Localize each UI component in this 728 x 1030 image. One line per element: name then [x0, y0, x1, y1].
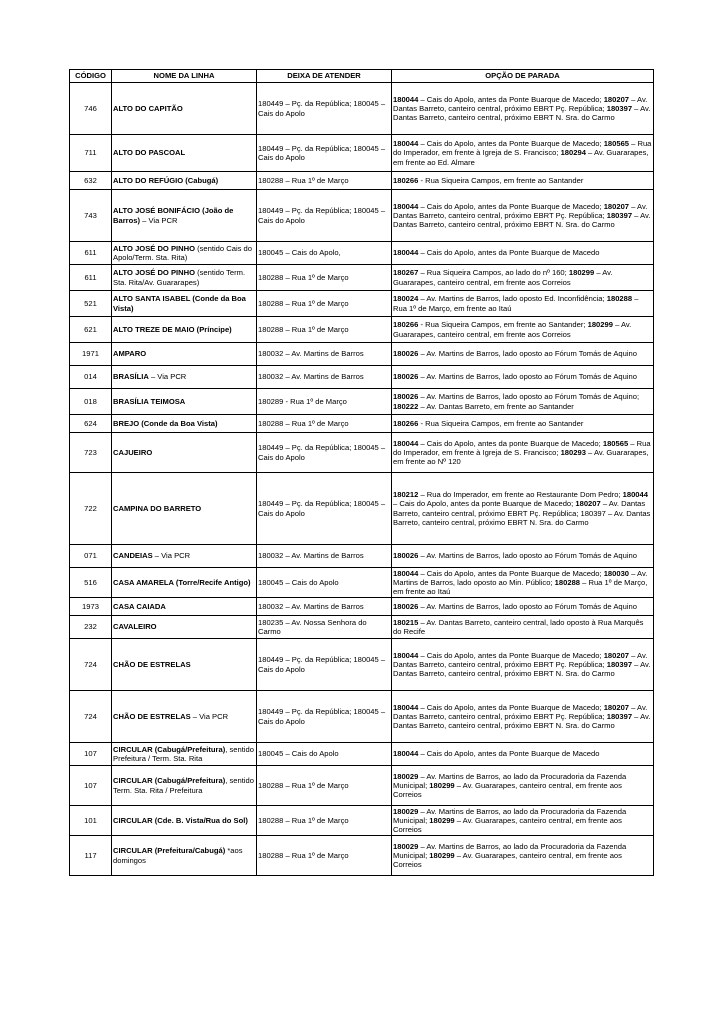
stop-option: [392, 343, 654, 366]
line-name-bold: ALTO DO REFÚGIO (Cabugá): [113, 175, 219, 185]
line-code: 743: [70, 190, 112, 242]
stop-option: [392, 265, 654, 291]
stop-description: – Cais do Apolo, antes da Ponte Buarque de Macedo: [418, 248, 600, 258]
line-name: [112, 389, 257, 415]
line-code: 117: [70, 836, 112, 876]
table-row: [70, 135, 654, 172]
stop-option: [392, 242, 654, 265]
line-code: 611: [70, 242, 112, 265]
line-name: [112, 83, 257, 135]
line-name-bold: ALTO DO PASCOAL: [113, 148, 186, 158]
stop-code: 180026: [393, 372, 419, 382]
header-code: CÓDIGO: [70, 70, 112, 83]
stop-removed: 180288 – Rua 1º de Março: [257, 806, 392, 836]
stop-description: – Av. Martins de Barros, ao lado da Procuradoria da Fazenda Municipal;: [393, 771, 627, 790]
line-code: 018: [70, 389, 112, 415]
stop-removed: 180045 – Cais do Apolo: [257, 743, 392, 766]
line-name-suffix: – Via PCR: [148, 372, 187, 382]
stop-description: – Cais do Apolo, antes da Ponte Buarque de Macedo;: [418, 568, 604, 578]
table-row: [70, 265, 654, 291]
line-name: [112, 366, 257, 389]
stop-option: [392, 836, 654, 876]
line-name: [112, 806, 257, 836]
stop-description: – Rua do Imperador, em frente ao Restaurante Dom Pedro;: [418, 490, 623, 500]
line-code: 624: [70, 415, 112, 433]
stop-description: – Rua do Imperador, em frente à Igreja de S. Francisco;: [393, 139, 652, 158]
table-row: [70, 389, 654, 415]
stop-option: [392, 639, 654, 691]
table-row: [70, 616, 654, 639]
table-row: [70, 433, 654, 473]
stop-description: – Av. Martins de Barros, lado oposto ao Fórum Tomás de Aquino: [418, 601, 637, 611]
table-row: [70, 545, 654, 568]
stop-removed: 180289 - Rua 1º de Março: [257, 389, 392, 415]
line-name: [112, 265, 257, 291]
table-row: [70, 343, 654, 366]
line-name: [112, 598, 257, 616]
stop-description: – Av. Martins de Barros, lado oposto ao Fórum Tomás de Aquino: [418, 349, 637, 359]
stop-code: 180029: [393, 771, 419, 781]
table-row: [70, 366, 654, 389]
stop-code: 180207: [603, 650, 630, 660]
stop-description: - Rua Siqueira Campos, em frente ao Santander: [418, 418, 584, 428]
line-name: [112, 616, 257, 639]
stop-code: 180024: [393, 294, 419, 304]
table-row: [70, 766, 654, 806]
stop-description: – Cais do Apolo, antes da Ponte Buarque de Macedo;: [418, 201, 604, 211]
table-row: [70, 568, 654, 598]
stop-option: [392, 433, 654, 473]
line-name: [112, 473, 257, 545]
header-stop-removed: DEIXA DE ATENDER: [257, 70, 392, 83]
stop-option: [392, 190, 654, 242]
header-line-name: NOME DA LINHA: [112, 70, 257, 83]
stop-code: 180044: [393, 139, 419, 149]
stop-code: 180397: [606, 210, 633, 220]
stop-removed: 180235 – Av. Nossa Senhora do Carmo: [257, 616, 392, 639]
table-row: [70, 836, 654, 876]
stop-option: [392, 743, 654, 766]
line-name-bold: ALTO SANTA ISABEL (Conde da Boa Vista): [113, 294, 246, 313]
stop-option: [392, 545, 654, 568]
line-name-bold: BRASÍLIA TEIMOSA: [113, 396, 186, 406]
line-code: 724: [70, 691, 112, 743]
line-code: 724: [70, 639, 112, 691]
stop-code: 180026: [393, 601, 419, 611]
line-name: [112, 135, 257, 172]
stop-description: – Cais do Apolo, antes da Ponte Buarque de Macedo: [418, 749, 600, 759]
stop-description: – Av. Martins de Barros, lado oposto ao Fórum Tomás de Aquino: [418, 551, 637, 561]
stop-code: 180212: [393, 490, 419, 500]
line-name: [112, 172, 257, 190]
stop-description: – Av. Dantas Barreto, canteiro central, próximo EBRT N. Sra. do Carmo: [393, 103, 651, 123]
stop-removed: 180288 – Rua 1º de Março: [257, 766, 392, 806]
line-code: 516: [70, 568, 112, 598]
line-code: 101: [70, 806, 112, 836]
stop-code: 180266: [393, 175, 419, 185]
line-code: 746: [70, 83, 112, 135]
stop-code: 180267: [393, 268, 419, 278]
stop-code: 180044: [393, 201, 419, 211]
line-name: [112, 568, 257, 598]
stop-code: 180044: [393, 749, 419, 759]
stop-description: – Rua do Imperador, em frente à Igreja de S. Francisco;: [393, 438, 651, 457]
table-row: [70, 291, 654, 317]
stop-option: [392, 366, 654, 389]
stop-code: 180044: [622, 490, 648, 500]
stop-code: 180288: [606, 294, 633, 304]
line-name: [112, 433, 257, 473]
stop-description: – Cais do Apolo, antes da Ponte Buarque de Macedo;: [418, 94, 604, 104]
line-name: [112, 691, 257, 743]
stop-description: – Av. Martins de Barros, lado oposto ao Fórum Tomás de Aquino: [418, 372, 637, 382]
stop-option: [392, 473, 654, 545]
line-name-bold: AMPARO: [113, 349, 147, 359]
stop-code: 180299: [429, 850, 455, 860]
stop-code: 180026: [393, 349, 419, 359]
table-row: [70, 415, 654, 433]
stop-code: 180397: [606, 659, 633, 669]
stop-option: [392, 83, 654, 135]
stop-code: 180044: [393, 94, 419, 104]
stop-removed: 180045 – Cais do Apolo: [257, 568, 392, 598]
stop-description: – Rua 1º de Março, em frente ao Itaú: [393, 577, 648, 597]
stop-description: – Cais do Apolo, antes da Ponte Buarque de Macedo;: [418, 650, 604, 660]
stop-code: 180397: [606, 711, 633, 721]
stop-removed: 180449 – Pç. da República; 180045 – Cais do Apolo: [257, 190, 392, 242]
line-name-bold: CAVALEIRO: [113, 622, 157, 632]
line-name: [112, 242, 257, 265]
table-row: [70, 172, 654, 190]
stop-code: 180299: [429, 780, 455, 790]
table-row: [70, 598, 654, 616]
stop-removed: 180449 – Pç. da República; 180045 – Cais do Apolo: [257, 473, 392, 545]
line-name: [112, 639, 257, 691]
stop-removed: 180449 – Pç. da República; 180045 – Cais do Apolo: [257, 433, 392, 473]
stop-description: - Rua Siqueira Campos, em frente ao Santander: [418, 175, 584, 185]
line-code: 621: [70, 317, 112, 343]
line-name-suffix: – Via PCR: [140, 215, 178, 225]
stop-code: 180266: [393, 320, 419, 330]
stop-description: – Av. Dantas Barreto, em frente ao Santander: [418, 401, 574, 411]
stop-option: [392, 172, 654, 190]
line-name-bold: CAJUEIRO: [113, 447, 153, 457]
stop-code: 180207: [603, 94, 630, 104]
line-code: 1973: [70, 598, 112, 616]
stop-description: – Av. Dantas Barreto, canteiro central, próximo EBRT Pç. República;: [393, 650, 648, 669]
line-name-bold: CASA CAIADA: [113, 601, 166, 611]
table-row: [70, 242, 654, 265]
line-name-bold: CANDEIAS: [113, 551, 153, 561]
stop-code: 180207: [603, 702, 630, 712]
line-name: [112, 415, 257, 433]
stop-removed: 180288 – Rua 1º de Março: [257, 836, 392, 876]
stop-description: – Cais do Apolo, antes da Ponte Buarque de Macedo;: [418, 139, 604, 149]
line-name-bold: CAMPINA DO BARRETO: [113, 503, 202, 513]
stop-description: – Av. Dantas Barreto, canteiro central, próximo EBRT Pç. República; 180397 – Av. Dantas Barreto, canteiro central, próximo EBRT N. Sra. do Carmo: [393, 499, 651, 527]
stop-code: 180215: [393, 617, 419, 627]
line-name-bold: CHÃO DE ESTRELAS: [113, 711, 191, 721]
stop-option: [392, 317, 654, 343]
stop-option: [392, 415, 654, 433]
stop-code: 180026: [393, 392, 419, 402]
line-name: [112, 766, 257, 806]
stop-code: 180288: [554, 577, 581, 587]
line-name-bold: BRASÍLIA: [113, 372, 149, 382]
stop-code: 180299: [587, 320, 613, 330]
stop-code: 180029: [393, 841, 419, 851]
line-name: [112, 343, 257, 366]
stop-code: 180293: [560, 447, 586, 457]
stop-code: 180565: [603, 139, 630, 149]
line-name-suffix: , sentido Term. Sta. Rita / Prefeitura: [113, 776, 254, 795]
line-code: 723: [70, 433, 112, 473]
line-name-bold: ALTO JOSÉ DO PINHO: [113, 243, 195, 253]
stop-option: [392, 691, 654, 743]
table-row: [70, 317, 654, 343]
line-name-bold: CHÃO DE ESTRELAS: [113, 659, 191, 669]
stop-code: 180397: [606, 103, 633, 113]
stop-description: – Av. Dantas Barreto, canteiro central, próximo EBRT Pç. República;: [393, 94, 648, 113]
stop-option: [392, 598, 654, 616]
stop-code: 180044: [393, 568, 419, 578]
stop-description: – Av. Martins de Barros, lado oposto ao Min. Público;: [393, 568, 648, 587]
line-name-bold: CASA AMARELA (Torre/Recife Antigo): [113, 577, 251, 587]
line-name-suffix: *aos domingos: [113, 846, 243, 865]
stop-description: – Av. Guararapes, canteiro central, em frente aos Correios: [393, 780, 622, 800]
stop-code: 180029: [393, 806, 419, 816]
stop-description: – Cais do Apolo, antes da Ponte Buarque de Macedo;: [418, 702, 604, 712]
line-name: [112, 291, 257, 317]
stop-description: – Av. Guararapes, em frente ao Nº 120: [393, 447, 649, 467]
stop-option: [392, 135, 654, 172]
stop-description: – Av. Dantas Barreto, canteiro central, próximo EBRT Pç. República;: [393, 702, 648, 721]
stop-description: – Av. Martins de Barros, lado oposto ao Fórum Tomás de Aquino;: [418, 392, 640, 402]
line-name-bold: ALTO JOSÉ BONIFÁCIO (João de Barros): [113, 206, 234, 225]
stop-option: [392, 389, 654, 415]
stop-option: [392, 766, 654, 806]
stop-description: – Av. Dantas Barreto, canteiro central, próximo EBRT N. Sra. do Carmo: [393, 659, 651, 679]
stop-code: 180299: [429, 815, 455, 825]
stop-option: [392, 806, 654, 836]
stop-removed: 180032 – Av. Martins de Barros: [257, 598, 392, 616]
stop-description: – Av. Guararapes, em frente ao Ed. Almare: [393, 148, 649, 167]
line-name-bold: CIRCULAR (Cde. B. Vista/Rua do Sol): [113, 815, 248, 825]
table-row: [70, 639, 654, 691]
line-code: 611: [70, 265, 112, 291]
stop-description: – Av. Guararapes, canteiro central, em frente aos Correios: [393, 320, 632, 339]
stop-description: – Av. Martins de Barros, ao lado da Procuradoria da Fazenda Municipal;: [393, 841, 627, 860]
stop-description: – Av. Dantas Barreto, canteiro central, próximo EBRT Pç. República;: [393, 201, 648, 220]
line-code: 107: [70, 766, 112, 806]
stop-removed: 180449 – Pç. da República; 180045 – Cais do Apolo: [257, 135, 392, 172]
line-name-suffix: – Via PCR: [190, 711, 229, 721]
line-name: [112, 545, 257, 568]
line-name-suffix: , sentido Prefeitura / Term. Sta. Rita: [113, 744, 254, 763]
line-name: [112, 190, 257, 242]
line-code: 711: [70, 135, 112, 172]
line-code: 521: [70, 291, 112, 317]
bus-lines-table: [69, 69, 654, 876]
line-name: [112, 317, 257, 343]
table-body: [70, 83, 654, 876]
stop-code: 180044: [393, 248, 419, 258]
stop-code: 180044: [393, 702, 419, 712]
line-name-bold: CIRCULAR (Cabugá/Prefeitura): [113, 776, 226, 786]
table-row: [70, 691, 654, 743]
line-name-suffix: (sentido Cais do Apolo/Term. Sta. Rita): [113, 243, 252, 262]
stop-code: 180026: [393, 551, 419, 561]
stop-removed: 180288 – Rua 1º de Março: [257, 415, 392, 433]
stop-removed: 180449 – Pç. da República; 180045 – Cais do Apolo: [257, 639, 392, 691]
stop-description: – Rua Siqueira Campos, ao lado do nº 160;: [418, 268, 569, 278]
stop-description: - Rua Siqueira Campos, em frente ao Santander;: [418, 320, 588, 330]
line-name-suffix: (sentido Term. Sta. Rita/Av. Guararapes): [113, 268, 246, 287]
stop-option: [392, 291, 654, 317]
stop-code: 180299: [568, 268, 595, 278]
stop-removed: 180045 – Cais do Apolo,: [257, 242, 392, 265]
line-name-bold: BREJO (Conde da Boa Vista): [113, 418, 218, 428]
stop-code: 180044: [393, 438, 419, 448]
table-row: [70, 806, 654, 836]
stop-description: – Av. Guararapes, canteiro central, em frente aos Correios: [393, 268, 613, 287]
line-name: [112, 743, 257, 766]
stop-description: – Av. Martins de Barros, lado oposto Ed. Inconfidência;: [418, 294, 607, 304]
stop-option: [392, 616, 654, 639]
stop-code: 180207: [603, 201, 630, 211]
line-code: 014: [70, 366, 112, 389]
line-name: [112, 836, 257, 876]
stop-description: – Cais do Apolo, antes da ponte Buarque de Macedo;: [393, 499, 576, 509]
stop-code: 180266: [393, 418, 419, 428]
line-code: 722: [70, 473, 112, 545]
line-name-bold: ALTO TREZE DE MAIO (Príncipe): [113, 324, 232, 334]
table-row: [70, 743, 654, 766]
stop-description: – Av. Martins de Barros, ao lado da Procuradoria da Fazenda Municipal;: [393, 806, 627, 825]
stop-removed: 180449 – Pç. da República; 180045 – Cais do Apolo: [257, 83, 392, 135]
stop-removed: 180449 – Pç. da República; 180045 – Cais do Apolo: [257, 691, 392, 743]
stop-removed: 180288 – Rua 1º de Março: [257, 172, 392, 190]
line-name-bold: ALTO JOSÉ DO PINHO: [113, 268, 195, 278]
stop-description: – Av. Dantas Barreto, canteiro central, lado oposto à Rua Marquês do Recife: [393, 617, 644, 636]
stop-code: 180222: [393, 401, 419, 411]
stop-description: – Av. Dantas Barreto, canteiro central, próximo EBRT N. Sra. do Carmo: [393, 210, 651, 230]
stop-code: 180207: [575, 499, 601, 509]
line-name-suffix: – Via PCR: [152, 551, 191, 561]
stop-description: – Av. Guararapes, canteiro central, em frente aos Correios: [393, 850, 622, 870]
stop-code: 180030: [603, 568, 630, 578]
stop-removed: 180032 – Av. Martins de Barros: [257, 343, 392, 366]
stop-code: 180044: [393, 650, 419, 660]
header-stop-option: OPÇÃO DE PARADA: [392, 70, 654, 83]
stop-removed: 180032 – Av. Martins de Barros: [257, 545, 392, 568]
line-name-bold: ALTO DO CAPITÃO: [113, 103, 183, 113]
stop-removed: 180288 – Rua 1º de Março: [257, 317, 392, 343]
stop-removed: 180288 – Rua 1º de Março: [257, 291, 392, 317]
line-code: 1971: [70, 343, 112, 366]
table-header-row: [70, 70, 654, 83]
stop-description: – Av. Guararapes, canteiro central, em frente aos Correios: [393, 815, 622, 835]
table-row: [70, 83, 654, 135]
line-code: 632: [70, 172, 112, 190]
line-name-bold: CIRCULAR (Prefeitura/Cabugá): [113, 846, 226, 856]
stop-removed: 180288 – Rua 1º de Março: [257, 265, 392, 291]
line-code: 107: [70, 743, 112, 766]
table-row: [70, 473, 654, 545]
stop-description: – Cais do Apolo, antes da ponte Buarque de Macedo;: [418, 438, 603, 448]
stop-description: – Rua 1º de Março, em frente ao Itaú: [393, 294, 639, 313]
stop-description: – Av. Dantas Barreto, canteiro central, próximo EBRT N. Sra. do Carmo: [393, 711, 651, 731]
stop-code: 180294: [560, 148, 586, 158]
line-code: 232: [70, 616, 112, 639]
stop-option: [392, 568, 654, 598]
stop-code: 180565: [602, 438, 629, 448]
stop-removed: 180032 – Av. Martins de Barros: [257, 366, 392, 389]
table-row: [70, 190, 654, 242]
line-name-bold: CIRCULAR (Cabugá/Prefeitura): [113, 744, 226, 754]
line-code: 071: [70, 545, 112, 568]
